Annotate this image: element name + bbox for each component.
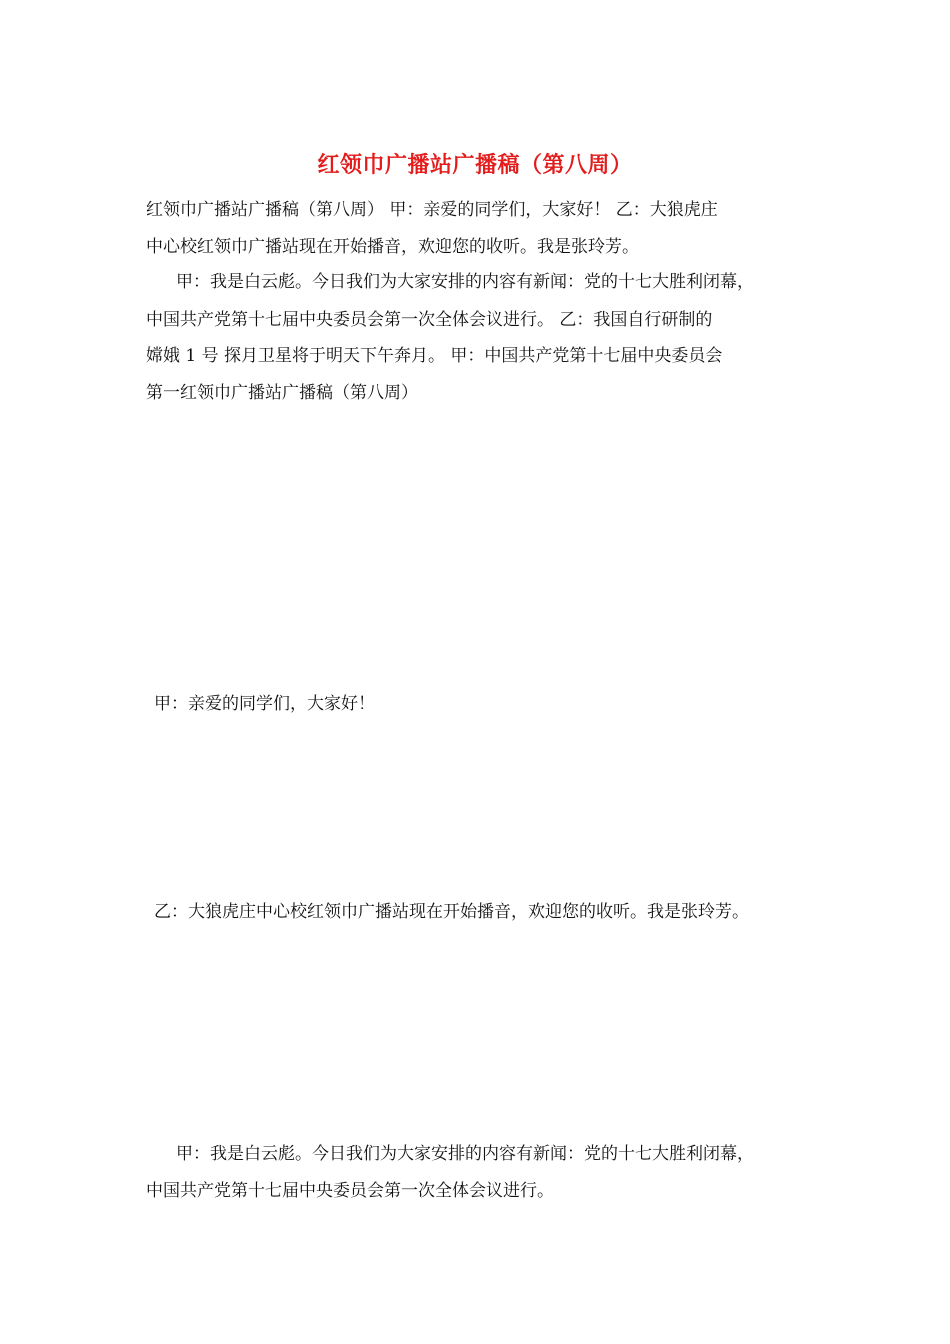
news-line: 甲：我是白云彪。今日我们为大家安排的内容有新闻：党的十七大胜利闭幕， <box>176 1144 754 1164</box>
announcement-paragraph: 乙：大狼虎庄中心校红领巾广播站现在开始播音，欢迎您的收听。我是张玲芳。 <box>154 902 749 922</box>
summary-line: 第一红领巾广播站广播稿（第八周） <box>146 383 418 403</box>
summary-line: 嫦娥 1 号 探月卫星将于明天下午奔月。 甲：中国共产党第十七届中央委员会 <box>146 346 723 366</box>
news-line: 中国共产党第十七届中央委员会第一次全体会议进行。 <box>146 1181 554 1201</box>
greeting-paragraph: 甲：亲爱的同学们，大家好！ <box>154 694 375 714</box>
summary-line: 甲：我是白云彪。今日我们为大家安排的内容有新闻：党的十七大胜利闭幕， <box>176 272 754 292</box>
summary-line: 中心校红领巾广播站现在开始播音，欢迎您的收听。我是张玲芳。 <box>146 237 639 257</box>
document-title: 红领巾广播站广播稿（第八周） <box>317 152 633 178</box>
summary-line: 中国共产党第十七届中央委员会第一次全体会议进行。 乙：我国自行研制的 <box>146 310 713 330</box>
summary-line: 红领巾广播站广播稿（第八周） 甲：亲爱的同学们，大家好！ 乙：大狼虎庄 <box>146 200 718 220</box>
